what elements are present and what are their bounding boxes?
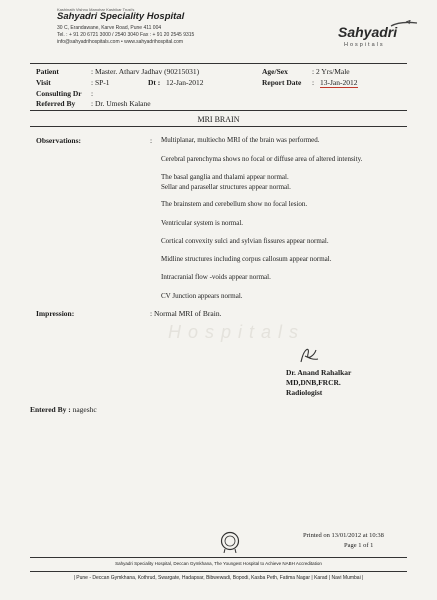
printed-on: Printed on 13/01/2012 at 10:38 — [303, 532, 384, 539]
hospital-phone: Tel. : + 91 20 6721 3000 / 2540 3040 Fax : + 91 20 2545 9315 — [57, 32, 195, 38]
observations-label: Observations: — [36, 136, 81, 145]
visit-value: : SP-1 — [91, 78, 110, 87]
footer-line-2: | Pune - Deccan Gymkhana, Kothrud, Swargate, Hadapsar, Bibwewadi, Bopodi, Kasba Peth, Fatima Nagar | Karad | Navi Mumbai | — [73, 575, 364, 581]
footer-divider — [30, 557, 407, 558]
report-date-value: 13-Jan-2012 — [320, 78, 358, 87]
entered-by-value: nageshc — [72, 405, 97, 414]
page-number: Page 1 of 1 — [344, 542, 374, 549]
hospital-web: info@sahyadrihospitals.com • www.sahyadrihospital.com — [57, 39, 184, 45]
report-title: MRI BRAIN — [197, 115, 240, 124]
watermark: Hospitals — [168, 322, 306, 342]
entered-by — [30, 405, 97, 414]
age-sex-label: Age/Sex — [262, 67, 288, 76]
observation-line: Cortical convexity sulci and sylvian fissures appear normal. — [161, 237, 329, 245]
patient-value: : Master. Atharv Jadhav (90215031) — [91, 67, 200, 76]
hospital-name: Sahyadri Speciality Hospital — [57, 11, 185, 22]
observation-line: The brainstem and cerebellum show no focal lesion. — [161, 200, 308, 208]
observation-line: Sellar and parasellar structures appear normal. — [161, 183, 291, 191]
date-label: Dt : — [148, 78, 161, 87]
entered-by-label: Entered By : — [30, 405, 71, 414]
signatory-name: Dr. Anand Rahalkar — [286, 368, 352, 377]
header-divider — [30, 63, 407, 64]
patient-divider — [30, 110, 407, 111]
logo-name: Sahyadri — [338, 24, 398, 40]
impression-label: Impression: — [36, 309, 75, 318]
consulting-dr-label: Consulting Dr — [36, 89, 82, 98]
logo-subtitle: Hospitals — [344, 42, 385, 48]
footer-line-1: Sahyadri Speciality Hospital, Deccan Gymkhana, The Youngest Hospital to Achieve NABH Accreditation — [115, 561, 322, 566]
observation-line: Midline structures including corpus callosum appear normal. — [161, 255, 332, 263]
title-divider — [30, 126, 407, 127]
accreditation-seal-icon — [220, 531, 240, 553]
hospital-logo — [338, 20, 422, 50]
observation-line: Ventricular system is normal. — [161, 219, 244, 227]
signatory-designation: Radiologist — [286, 388, 323, 397]
observations-colon: : — [150, 136, 153, 145]
consulting-dr-value: : — [91, 89, 94, 98]
signatory-degrees: MD,DNB,FRCR. — [286, 378, 341, 387]
impression-value: : Normal MRI of Brain. — [150, 309, 222, 318]
report-date-colon: : — [312, 78, 315, 87]
observation-line: Intracranial flow -voids appear normal. — [161, 273, 271, 281]
observation-line: CV Junction appears normal. — [161, 292, 243, 300]
hospital-address: 30 C, Erandawane, Karve Road, Pune 411 004 — [57, 25, 162, 31]
report-date-label: Report Date — [262, 78, 302, 87]
observation-line: Multiplanar, multiecho MRI of the brain was performed. — [161, 136, 320, 144]
observation-line: Cerebral parenchyma shows no focal or diffuse area of altered intensity. — [161, 155, 363, 163]
patient-label: Patient — [36, 67, 59, 76]
footer-divider-2 — [30, 571, 407, 572]
observation-line: The basal ganglia and thalami appear normal. — [161, 173, 289, 181]
date-value: 12-Jan-2012 — [166, 78, 204, 87]
signature — [296, 342, 322, 368]
referred-by-value: : Dr. Umesh Kalane — [91, 99, 151, 108]
referred-by-label: Referred By — [36, 99, 76, 108]
visit-label: Visit — [36, 78, 51, 87]
trust-name: Kashinath Vishnu Manohar Kashikar Trust's — [57, 7, 135, 12]
age-sex-value: : 2 Yrs/Male — [312, 67, 350, 76]
